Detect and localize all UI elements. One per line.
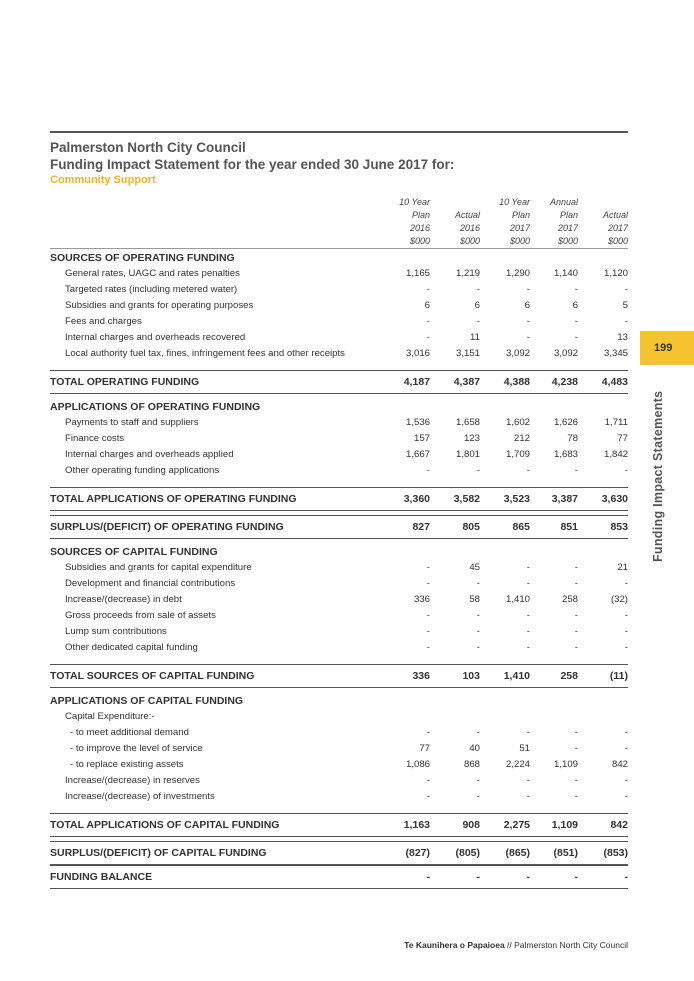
row-label: Development and financial contributions xyxy=(65,578,236,589)
cell-value: 1,290 xyxy=(505,268,530,279)
cell-value: - xyxy=(476,727,480,738)
cell-value: - xyxy=(426,791,430,802)
cell-value: - xyxy=(426,332,430,343)
cell-value: - xyxy=(426,465,430,476)
cell-value: 1,163 xyxy=(403,819,430,831)
cell-value: 1,658 xyxy=(455,417,480,428)
cell-value: 865 xyxy=(512,521,530,533)
cell-value: - xyxy=(574,578,578,589)
column-header-line: $000 xyxy=(509,236,530,246)
row-label: Increase/(decrease) in reserves xyxy=(65,775,200,786)
cell-value: - xyxy=(624,727,628,738)
row-label: SURPLUS/(DEFICIT) OF OPERATING FUNDING xyxy=(50,521,284,533)
column-header-line: Actual xyxy=(602,210,628,220)
cell-value: 1,709 xyxy=(505,449,530,460)
column-header-line: 10 Year xyxy=(499,197,530,207)
total-row xyxy=(50,841,628,865)
cell-value: - xyxy=(526,578,530,589)
cell-value: - xyxy=(426,642,430,653)
cell-value: (805) xyxy=(455,847,480,859)
cell-value: - xyxy=(624,610,628,621)
row-label: SOURCES OF CAPITAL FUNDING xyxy=(50,546,218,558)
cell-value: - xyxy=(526,642,530,653)
row-label: Subsidies and grants for capital expenditure xyxy=(65,562,252,573)
cell-value: - xyxy=(574,871,578,883)
header-rule xyxy=(50,131,628,133)
cell-value: 1,086 xyxy=(405,759,430,770)
cell-value: - xyxy=(526,626,530,637)
section-side-text: Funding Impact Statements xyxy=(651,390,665,562)
table-row xyxy=(50,741,628,757)
cell-value: - xyxy=(574,562,578,573)
cell-value: - xyxy=(526,465,530,476)
cell-value: (853) xyxy=(603,847,628,859)
table-row xyxy=(50,725,628,741)
cell-value: 6 xyxy=(474,300,480,311)
cell-value: - xyxy=(426,626,430,637)
cell-value: 1,711 xyxy=(604,417,628,428)
row-label: Other dedicated capital funding xyxy=(65,642,198,653)
cell-value: - xyxy=(476,871,480,883)
row-spacer xyxy=(50,656,628,664)
column-header-line: 2017 xyxy=(557,223,578,233)
row-label: General rates, UAGC and rates penalties xyxy=(65,268,240,279)
cell-value: (11) xyxy=(609,670,628,682)
column-header-line: Plan xyxy=(511,210,530,220)
table-body xyxy=(50,249,628,889)
cell-value: 336 xyxy=(412,670,430,682)
row-spacer xyxy=(50,479,628,487)
table-row xyxy=(50,789,628,805)
total-row xyxy=(50,813,628,837)
cell-value: 3,387 xyxy=(551,493,578,505)
row-label: Increase/(decrease) in debt xyxy=(65,594,182,605)
cell-value: 842 xyxy=(611,759,628,770)
cell-value: 4,238 xyxy=(551,376,578,388)
cell-value: 157 xyxy=(413,433,430,444)
cell-value: - xyxy=(574,610,578,621)
footer-english-name: Palmerston North City Council xyxy=(514,940,628,950)
cell-value: - xyxy=(574,316,578,327)
row-label: Fees and charges xyxy=(65,316,142,327)
column-header-line: 2016 xyxy=(459,223,480,233)
cell-value: 103 xyxy=(462,670,480,682)
cell-value: 1,165 xyxy=(405,268,430,279)
cell-value: 3,582 xyxy=(453,493,480,505)
row-spacer xyxy=(50,362,628,370)
row-label: SURPLUS/(DEFICIT) OF CAPITAL FUNDING xyxy=(50,847,267,859)
total-row xyxy=(50,664,628,688)
table-row xyxy=(50,330,628,346)
total-row xyxy=(50,370,628,394)
column-header-line: Annual xyxy=(549,197,578,207)
cell-value: 3,345 xyxy=(603,348,628,359)
cell-value: (32) xyxy=(610,594,628,605)
cell-value: 123 xyxy=(463,433,480,444)
cell-value: 3,092 xyxy=(553,348,578,359)
table-row xyxy=(50,640,628,656)
statement-title: Funding Impact Statement for the year ended 30 June 2017 for: xyxy=(50,157,455,172)
row-label: Subsidies and grants for operating purposes xyxy=(65,300,254,311)
cell-value: - xyxy=(624,871,628,883)
row-label: TOTAL APPLICATIONS OF CAPITAL FUNDING xyxy=(50,819,280,831)
table-header xyxy=(50,196,628,249)
cell-value: 258 xyxy=(560,670,578,682)
row-label: Internal charges and overheads applied xyxy=(65,449,234,460)
cell-value: (851) xyxy=(553,847,578,859)
cell-value: - xyxy=(624,465,628,476)
cell-value: - xyxy=(476,775,480,786)
section-heading-row xyxy=(50,398,628,415)
cell-value: 1,602 xyxy=(505,417,530,428)
cell-value: - xyxy=(476,465,480,476)
cell-value: 1,140 xyxy=(553,268,578,279)
cell-value: - xyxy=(574,775,578,786)
cell-value: - xyxy=(526,284,530,295)
row-label: APPLICATIONS OF OPERATING FUNDING xyxy=(50,401,261,413)
cell-value: 58 xyxy=(469,594,480,605)
table-row xyxy=(50,431,628,447)
cell-value: - xyxy=(426,727,430,738)
column-header-line: $000 xyxy=(607,236,628,246)
column-header-line: $000 xyxy=(459,236,480,246)
cell-value: - xyxy=(426,284,430,295)
row-label: - to improve the level of service xyxy=(70,743,203,754)
table-row xyxy=(50,415,628,431)
table-row xyxy=(50,608,628,624)
cell-value: 3,016 xyxy=(405,348,430,359)
row-label: Targeted rates (including metered water) xyxy=(65,284,238,295)
cell-value: - xyxy=(574,465,578,476)
cell-value: - xyxy=(624,791,628,802)
cell-value: 1,410 xyxy=(505,594,530,605)
activity-name: Community Support xyxy=(50,174,156,186)
table-row xyxy=(50,576,628,592)
cell-value: - xyxy=(624,743,628,754)
cell-value: - xyxy=(574,642,578,653)
cell-value: - xyxy=(526,791,530,802)
cell-value: - xyxy=(624,642,628,653)
row-label: - to meet additional demand xyxy=(70,727,189,738)
cell-value: - xyxy=(574,284,578,295)
column-header-line: 2016 xyxy=(409,223,430,233)
footer-maori-name: Te Kaunihera o Papaioea xyxy=(404,940,505,950)
cell-value: 51 xyxy=(519,743,530,754)
cell-value: - xyxy=(526,871,530,883)
row-label: Other operating funding applications xyxy=(65,465,220,476)
cell-value: - xyxy=(476,316,480,327)
cell-value: - xyxy=(476,578,480,589)
row-label: TOTAL APPLICATIONS OF OPERATING FUNDING xyxy=(50,493,297,505)
row-label: Finance costs xyxy=(65,433,125,444)
cell-value: (865) xyxy=(505,847,530,859)
cell-value: 6 xyxy=(572,300,578,311)
cell-value: 1,219 xyxy=(455,268,480,279)
cell-value: - xyxy=(426,610,430,621)
table-row xyxy=(50,346,628,362)
cell-value: 1,410 xyxy=(503,670,530,682)
row-label: SOURCES OF OPERATING FUNDING xyxy=(50,252,235,264)
cell-value: 868 xyxy=(463,759,480,770)
cell-value: 3,092 xyxy=(505,348,530,359)
row-label: APPLICATIONS OF CAPITAL FUNDING xyxy=(50,695,244,707)
cell-value: 805 xyxy=(462,521,480,533)
total-row xyxy=(50,515,628,539)
column-header-line: Plan xyxy=(411,210,430,220)
cell-value: 40 xyxy=(469,743,480,754)
cell-value: 851 xyxy=(560,521,578,533)
cell-value: 336 xyxy=(413,594,430,605)
row-label: FUNDING BALANCE xyxy=(50,871,153,883)
cell-value: 2,224 xyxy=(505,759,530,770)
cell-value: - xyxy=(426,775,430,786)
table-row xyxy=(50,298,628,314)
cell-value: 77 xyxy=(617,433,628,444)
cell-value: 1,667 xyxy=(405,449,430,460)
row-label: TOTAL OPERATING FUNDING xyxy=(50,376,200,388)
column-header-line: Actual xyxy=(454,210,480,220)
cell-value: - xyxy=(426,578,430,589)
total-row xyxy=(50,865,628,889)
cell-value: - xyxy=(574,743,578,754)
cell-value: 1,120 xyxy=(603,268,628,279)
cell-value: 1,109 xyxy=(551,819,578,831)
cell-value: 4,387 xyxy=(453,376,480,388)
column-header-line: 10 Year xyxy=(399,197,430,207)
row-label: Increase/(decrease) of investments xyxy=(65,791,215,802)
cell-value: - xyxy=(526,562,530,573)
footer-separator: // xyxy=(504,940,515,950)
cell-value: 2,275 xyxy=(503,819,530,831)
table-row xyxy=(50,266,628,282)
cell-value: 3,523 xyxy=(503,493,530,505)
table-row xyxy=(50,592,628,608)
row-label: Gross proceeds from sale of assets xyxy=(65,610,216,621)
column-header-line: $000 xyxy=(409,236,430,246)
cell-value: - xyxy=(624,578,628,589)
column-header-line: 2017 xyxy=(509,223,530,233)
cell-value: 6 xyxy=(524,300,530,311)
cell-value: - xyxy=(624,775,628,786)
cell-value: 11 xyxy=(470,332,480,343)
row-label: TOTAL SOURCES OF CAPITAL FUNDING xyxy=(50,670,255,682)
row-label: Capital Expenditure:- xyxy=(65,711,155,722)
page-number: 199 xyxy=(654,342,673,354)
cell-value: 1,801 xyxy=(455,449,480,460)
cell-value: 4,388 xyxy=(503,376,530,388)
section-heading-row xyxy=(50,692,628,709)
table-row xyxy=(50,463,628,479)
cell-value: 5 xyxy=(622,300,628,311)
cell-value: - xyxy=(624,316,628,327)
cell-value: 6 xyxy=(424,300,430,311)
cell-value: 21 xyxy=(617,562,628,573)
cell-value: - xyxy=(526,775,530,786)
row-label: Payments to staff and suppliers xyxy=(65,417,199,428)
cell-value: 13 xyxy=(617,332,628,343)
cell-value: - xyxy=(426,562,430,573)
page-number-tab xyxy=(640,331,694,365)
cell-value: - xyxy=(574,332,578,343)
table-row xyxy=(50,624,628,640)
cell-value: - xyxy=(526,610,530,621)
table-row xyxy=(50,282,628,298)
cell-value: - xyxy=(476,610,480,621)
cell-value: - xyxy=(624,284,628,295)
row-label: Local authority fuel tax, fines, infringement fees and other receipts xyxy=(65,348,345,359)
cell-value: - xyxy=(426,316,430,327)
page-footer xyxy=(404,940,628,950)
cell-value: 842 xyxy=(610,819,628,831)
cell-value: - xyxy=(526,332,530,343)
cell-value: (827) xyxy=(405,847,430,859)
column-header-line: Plan xyxy=(559,210,578,220)
cell-value: - xyxy=(476,791,480,802)
cell-value: 3,360 xyxy=(403,493,430,505)
cell-value: 4,483 xyxy=(601,376,628,388)
section-heading-row xyxy=(50,249,628,266)
table-row xyxy=(50,447,628,463)
cell-value: 1,626 xyxy=(553,417,578,428)
cell-value: 3,151 xyxy=(455,348,480,359)
cell-value: 4,187 xyxy=(403,376,430,388)
cell-value: - xyxy=(426,871,430,883)
table-row xyxy=(50,709,628,725)
cell-value: 827 xyxy=(412,521,430,533)
table-row xyxy=(50,314,628,330)
table-row xyxy=(50,560,628,576)
total-row xyxy=(50,487,628,511)
row-label: - to replace existing assets xyxy=(70,759,184,770)
funding-impact-table xyxy=(50,196,628,889)
cell-value: - xyxy=(476,284,480,295)
cell-value: 258 xyxy=(561,594,578,605)
cell-value: 3,630 xyxy=(601,493,628,505)
cell-value: - xyxy=(574,791,578,802)
cell-value: 908 xyxy=(462,819,480,831)
cell-value: - xyxy=(574,727,578,738)
cell-value: - xyxy=(526,316,530,327)
row-label: Lump sum contributions xyxy=(65,626,167,637)
cell-value: 212 xyxy=(513,433,530,444)
organisation-name: Palmerston North City Council xyxy=(50,140,246,155)
cell-value: 1,536 xyxy=(405,417,430,428)
cell-value: 77 xyxy=(419,743,430,754)
table-row xyxy=(50,757,628,773)
row-label: Internal charges and overheads recovered xyxy=(65,332,246,343)
cell-value: 1,683 xyxy=(553,449,578,460)
cell-value: 853 xyxy=(610,521,628,533)
table-row xyxy=(50,773,628,789)
cell-value: - xyxy=(476,626,480,637)
row-spacer xyxy=(50,805,628,813)
column-header-4 xyxy=(568,196,628,248)
cell-value: - xyxy=(476,642,480,653)
cell-value: - xyxy=(624,626,628,637)
cell-value: 45 xyxy=(469,562,480,573)
cell-value: - xyxy=(574,626,578,637)
section-heading-row xyxy=(50,543,628,560)
cell-value: 78 xyxy=(567,433,578,444)
column-header-line xyxy=(568,196,628,209)
column-header-line: $000 xyxy=(557,236,578,246)
cell-value: - xyxy=(526,727,530,738)
cell-value: 1,109 xyxy=(553,759,578,770)
column-header-line: 2017 xyxy=(607,223,628,233)
cell-value: 1,842 xyxy=(603,449,628,460)
